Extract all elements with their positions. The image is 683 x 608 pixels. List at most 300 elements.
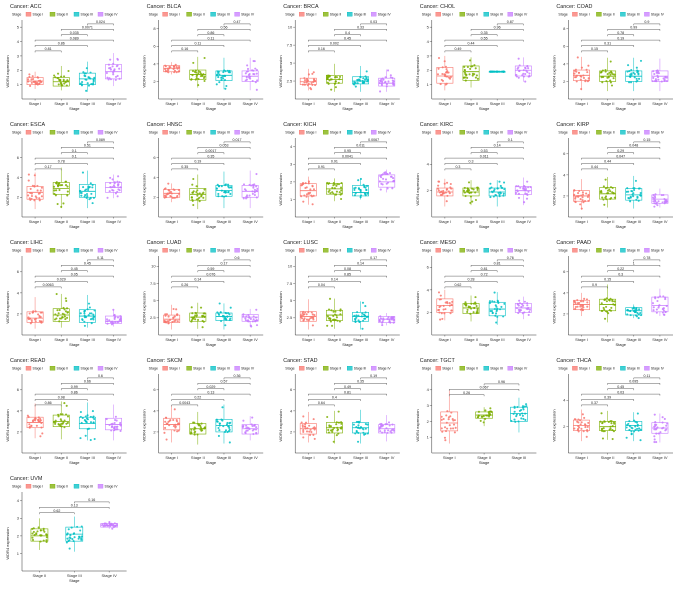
legend-label: Stage I <box>32 248 44 253</box>
box-stage-iii <box>626 176 642 209</box>
p-value: 0.31 <box>604 41 612 46</box>
data-point <box>526 71 528 73</box>
data-point <box>517 303 519 305</box>
data-point <box>580 198 582 200</box>
panel-title: Cancer: ESCA <box>10 122 46 128</box>
data-point <box>341 182 343 184</box>
data-point <box>245 196 247 198</box>
x-tick-label: Stage II <box>600 219 615 224</box>
data-point <box>386 83 388 85</box>
data-point <box>582 191 584 193</box>
data-point <box>304 84 306 86</box>
legend-title: Stage <box>148 12 159 17</box>
data-point <box>312 318 314 320</box>
bracket-line <box>581 51 607 53</box>
p-value: 0.053 <box>219 143 229 148</box>
data-point <box>603 185 605 187</box>
data-point <box>217 421 219 423</box>
p-value: 0.029 <box>206 384 216 389</box>
data-point <box>388 421 390 423</box>
data-point <box>445 75 447 77</box>
panel-legend <box>12 484 118 488</box>
panel-hnsc <box>142 122 264 229</box>
data-point <box>303 194 305 196</box>
data-point <box>111 189 113 191</box>
data-point <box>574 200 576 202</box>
data-point <box>635 307 637 309</box>
data-point <box>306 313 308 315</box>
data-point <box>173 308 175 310</box>
data-point <box>166 422 168 424</box>
panel-chol <box>415 4 537 111</box>
y-axis-label: WDR4 expression <box>278 55 284 88</box>
data-point <box>81 84 83 86</box>
data-point <box>635 199 637 201</box>
bracket-line <box>334 29 386 31</box>
data-point <box>119 181 121 183</box>
panel-title: Cancer: KICH <box>283 122 317 128</box>
data-point <box>63 79 65 81</box>
legend-label: Stage IV <box>650 130 664 135</box>
data-point <box>364 75 366 77</box>
data-point <box>194 427 196 429</box>
data-point <box>224 184 226 186</box>
data-point <box>573 190 575 192</box>
p-value: 0.0067 <box>368 138 380 143</box>
data-point <box>580 300 582 302</box>
legend-label: Stage I <box>169 366 180 371</box>
data-point <box>440 191 442 193</box>
p-value: 0.3 <box>468 159 474 164</box>
data-point <box>629 310 631 312</box>
data-point <box>303 81 305 83</box>
data-point <box>196 189 198 191</box>
data-point <box>579 203 581 205</box>
x-axis-label: Stage <box>205 342 217 347</box>
x-axis-label: Stage <box>478 224 490 229</box>
legend-label: Stage I <box>578 248 590 253</box>
data-point <box>653 73 655 75</box>
data-point <box>31 319 33 321</box>
data-point <box>200 307 202 309</box>
data-point <box>573 72 575 74</box>
y-tick-label: 6 <box>16 269 19 275</box>
data-point <box>310 429 312 431</box>
data-point <box>657 79 659 81</box>
p-value: 0.81 <box>480 266 488 271</box>
comparison-bracket <box>87 256 113 261</box>
data-point <box>27 78 29 80</box>
data-point <box>489 302 491 304</box>
data-point <box>588 77 590 79</box>
data-point <box>626 187 628 189</box>
bracket-line <box>87 378 113 380</box>
data-point <box>449 192 451 194</box>
legend-title: Stage <box>421 248 432 253</box>
y-tick-label: 2 <box>16 311 19 317</box>
data-point <box>636 315 638 317</box>
legend-swatch <box>371 366 376 370</box>
data-point <box>473 311 475 313</box>
p-value: 0.56 <box>220 25 228 30</box>
legend-swatch <box>163 130 168 134</box>
data-point <box>503 181 505 183</box>
data-point <box>340 308 342 310</box>
data-point <box>80 312 82 314</box>
x-tick-label: Stage I <box>28 101 42 106</box>
data-point <box>196 185 198 187</box>
data-point <box>465 74 467 76</box>
data-point <box>523 201 525 203</box>
legend-swatch <box>26 12 31 16</box>
data-point <box>662 194 664 196</box>
data-point <box>66 84 68 86</box>
p-value: 0.47 <box>233 20 241 25</box>
panel-stad <box>278 358 400 465</box>
data-point <box>632 187 634 189</box>
x-tick-label: Stage IV <box>105 455 122 460</box>
data-point <box>632 192 634 194</box>
y-tick-label: 6 <box>289 387 293 393</box>
data-point <box>249 194 251 196</box>
data-point <box>199 192 201 194</box>
legend-label: Stage I <box>169 130 180 135</box>
panel-skcm <box>142 358 264 465</box>
data-point <box>114 321 116 323</box>
data-point <box>503 193 505 195</box>
x-tick-label: Stage III <box>216 101 232 106</box>
legend-swatch <box>235 248 240 252</box>
data-point <box>442 190 444 192</box>
data-point <box>94 309 96 311</box>
data-point <box>576 80 578 82</box>
legend-label: Stage II <box>602 12 615 17</box>
legend-swatch <box>187 130 192 134</box>
data-point <box>81 81 83 83</box>
data-point <box>90 72 92 74</box>
legend-title: Stage <box>148 130 159 135</box>
comparison-bracket <box>445 42 497 47</box>
p-value: 0.076 <box>206 272 216 277</box>
data-point <box>652 302 654 304</box>
data-point <box>336 183 338 185</box>
data-point <box>165 417 167 419</box>
legend-swatch <box>508 130 513 134</box>
data-point <box>465 80 467 82</box>
data-point <box>379 315 381 317</box>
box-stage-i <box>27 173 43 210</box>
data-point <box>57 414 59 416</box>
data-point <box>112 178 114 180</box>
box-stage-iii <box>489 180 505 206</box>
data-point <box>312 434 314 436</box>
data-point <box>582 199 584 201</box>
data-point <box>516 307 518 309</box>
y-tick-label: 5 <box>289 60 293 66</box>
data-point <box>222 425 224 427</box>
bracket-line <box>361 378 387 380</box>
box-stage-i <box>300 412 316 443</box>
data-point <box>113 427 115 429</box>
data-point <box>166 439 168 441</box>
panel-lihc <box>5 240 127 347</box>
legend-title: Stage <box>558 248 568 253</box>
data-point <box>191 312 193 314</box>
data-point <box>110 423 112 425</box>
p-value: 0.35 <box>207 154 215 159</box>
bracket-line <box>308 164 360 166</box>
box-stage-iv <box>101 521 118 530</box>
data-point <box>584 200 586 202</box>
data-point <box>116 426 118 428</box>
x-tick-label: Stage III <box>353 219 369 224</box>
y-tick-label: 4 <box>153 174 156 180</box>
data-point <box>245 72 247 74</box>
box-stage-iv <box>652 289 668 316</box>
data-point <box>109 190 111 192</box>
data-point <box>201 423 203 425</box>
box-stage-i <box>300 69 316 91</box>
data-point <box>255 81 257 83</box>
data-point <box>203 312 205 314</box>
data-point <box>577 302 579 304</box>
data-point <box>582 413 584 415</box>
data-point <box>517 67 519 69</box>
data-point <box>466 191 468 193</box>
box-stage-iii <box>489 292 506 325</box>
p-value: 0.49 <box>344 384 351 389</box>
data-point <box>79 529 81 531</box>
data-point <box>444 60 446 62</box>
legend-swatch <box>596 248 601 252</box>
data-point <box>30 322 32 324</box>
data-point <box>354 318 356 320</box>
legend-label: Stage IV <box>104 366 118 371</box>
x-axis-label: Stage <box>69 460 80 465</box>
legend-title: Stage <box>285 12 295 17</box>
data-point <box>57 73 59 75</box>
comparison-bracket <box>172 165 198 170</box>
bracket-line <box>445 164 497 166</box>
panel-title: Cancer: LIHC <box>10 240 43 246</box>
x-tick-label: Stage III <box>489 337 505 342</box>
panel-legend <box>558 12 664 16</box>
data-point <box>300 195 302 197</box>
data-point <box>380 183 382 185</box>
data-point <box>577 56 579 58</box>
data-point <box>580 76 582 78</box>
x-axis-label: Stage <box>478 460 490 465</box>
legend-swatch <box>620 366 625 370</box>
data-point <box>314 428 316 430</box>
box-stage-iv <box>378 313 394 326</box>
comparison-bracket <box>172 36 250 41</box>
legend-label: Stage III <box>353 366 367 371</box>
legend-label: Stage II <box>56 366 69 371</box>
legend-label: Stage IV <box>514 366 528 371</box>
p-value: 0.99 <box>70 384 78 389</box>
x-tick-label: Stage I <box>438 219 452 224</box>
data-point <box>63 426 65 428</box>
data-point <box>199 200 201 202</box>
data-point <box>362 82 364 84</box>
data-point <box>164 65 166 67</box>
data-point <box>611 429 613 431</box>
data-point <box>444 426 446 428</box>
data-point <box>93 317 95 319</box>
x-tick-label: Stage IV <box>101 573 117 578</box>
data-point <box>54 76 56 78</box>
data-point <box>87 308 89 310</box>
data-point <box>191 184 193 186</box>
box-stage-ii <box>53 401 69 439</box>
data-point <box>356 431 358 433</box>
p-value: 0.81 <box>344 390 351 395</box>
y-axis-label: WDR4 expression <box>414 55 420 88</box>
panel-legend <box>422 366 528 370</box>
data-point <box>89 306 91 308</box>
y-tick-label: 2 <box>153 194 156 200</box>
data-point <box>441 312 443 314</box>
data-point <box>82 172 84 174</box>
legend-label: Stage I <box>578 130 590 135</box>
data-point <box>313 80 315 82</box>
legend-label: Stage III <box>80 248 94 253</box>
legend-label: Stage I <box>442 12 454 17</box>
y-tick-label: 4 <box>563 290 566 296</box>
p-value: 0.98 <box>57 395 65 400</box>
data-point <box>111 323 113 325</box>
bracket-line <box>35 40 113 42</box>
legend-swatch <box>460 366 465 370</box>
data-point <box>255 317 257 319</box>
data-point <box>227 184 229 186</box>
comparison-bracket <box>172 401 198 406</box>
y-axis-label: WDR4 expression <box>141 55 147 88</box>
bracket-line <box>581 164 633 166</box>
data-point <box>445 430 447 432</box>
data-point <box>114 317 116 319</box>
data-point <box>494 315 496 317</box>
data-point <box>86 195 88 197</box>
data-point <box>173 67 175 69</box>
y-tick-label: 6 <box>563 43 566 49</box>
data-point <box>173 65 175 67</box>
comparison-bracket <box>35 272 113 277</box>
legend-swatch <box>572 248 577 252</box>
box-stage-iv <box>105 53 121 86</box>
data-point <box>87 414 89 416</box>
x-axis-label: Stage <box>69 224 80 229</box>
legend-swatch <box>211 130 216 134</box>
data-point <box>379 175 381 177</box>
legend-swatch <box>74 12 79 16</box>
data-point <box>605 179 607 181</box>
data-point <box>304 426 306 428</box>
box-stage-iv <box>378 415 395 441</box>
data-point <box>217 76 219 78</box>
data-point <box>630 81 632 83</box>
legend-swatch <box>596 366 601 370</box>
data-point <box>665 429 667 431</box>
data-point <box>309 188 311 190</box>
data-point <box>338 78 340 80</box>
p-value: 0.08 <box>344 266 351 271</box>
legend-swatch <box>484 130 489 134</box>
bracket-line <box>224 260 250 262</box>
p-value: 0.11 <box>97 256 104 261</box>
data-point <box>164 68 166 70</box>
data-point <box>194 71 196 73</box>
data-point <box>628 70 630 72</box>
data-point <box>364 305 366 307</box>
data-point <box>302 84 304 86</box>
y-tick-label: 5 <box>153 298 156 304</box>
bracket-line <box>35 394 113 396</box>
data-point <box>628 429 630 431</box>
data-point <box>200 195 202 197</box>
data-point <box>473 188 475 190</box>
bracket-line <box>471 29 523 31</box>
box-stage-ii <box>31 518 48 550</box>
data-point <box>355 426 357 428</box>
data-point <box>88 314 90 316</box>
y-tick-label: 2 <box>563 311 566 317</box>
data-point <box>335 86 337 88</box>
p-value: 0.62 <box>454 283 462 288</box>
data-point <box>356 311 358 313</box>
box-stage-iv <box>515 178 532 206</box>
data-point <box>28 73 30 75</box>
data-point <box>520 409 522 411</box>
data-point <box>216 83 218 85</box>
data-point <box>119 315 121 317</box>
data-point <box>256 320 258 322</box>
data-point <box>39 316 41 318</box>
data-point <box>526 193 528 195</box>
p-value: 0.95 <box>344 148 351 153</box>
data-point <box>88 186 90 188</box>
data-point <box>33 199 35 201</box>
data-point <box>190 429 192 431</box>
y-axis-label: WDR4 expression <box>551 173 557 206</box>
data-point <box>94 438 96 440</box>
data-point <box>57 185 59 187</box>
data-point <box>653 309 655 311</box>
data-point <box>580 79 582 81</box>
bracket-line <box>471 147 523 149</box>
comparison-bracket <box>497 20 523 25</box>
data-point <box>477 78 479 80</box>
data-point <box>116 191 118 193</box>
x-tick-label: Stage IV <box>652 101 668 106</box>
data-point <box>477 189 479 191</box>
data-point <box>587 65 589 67</box>
legend-label: Stage IV <box>650 248 664 253</box>
comparison-bracket <box>224 374 250 379</box>
data-point <box>92 410 94 412</box>
data-point <box>39 534 41 536</box>
bracket-line <box>608 29 660 31</box>
data-point <box>60 76 62 78</box>
p-value: 0.4 <box>331 395 337 400</box>
p-value: 0.067 <box>479 385 489 390</box>
data-point <box>84 315 86 317</box>
box-stage-ii <box>53 66 69 90</box>
data-point <box>109 67 111 69</box>
data-point <box>527 186 529 188</box>
data-point <box>475 67 477 69</box>
